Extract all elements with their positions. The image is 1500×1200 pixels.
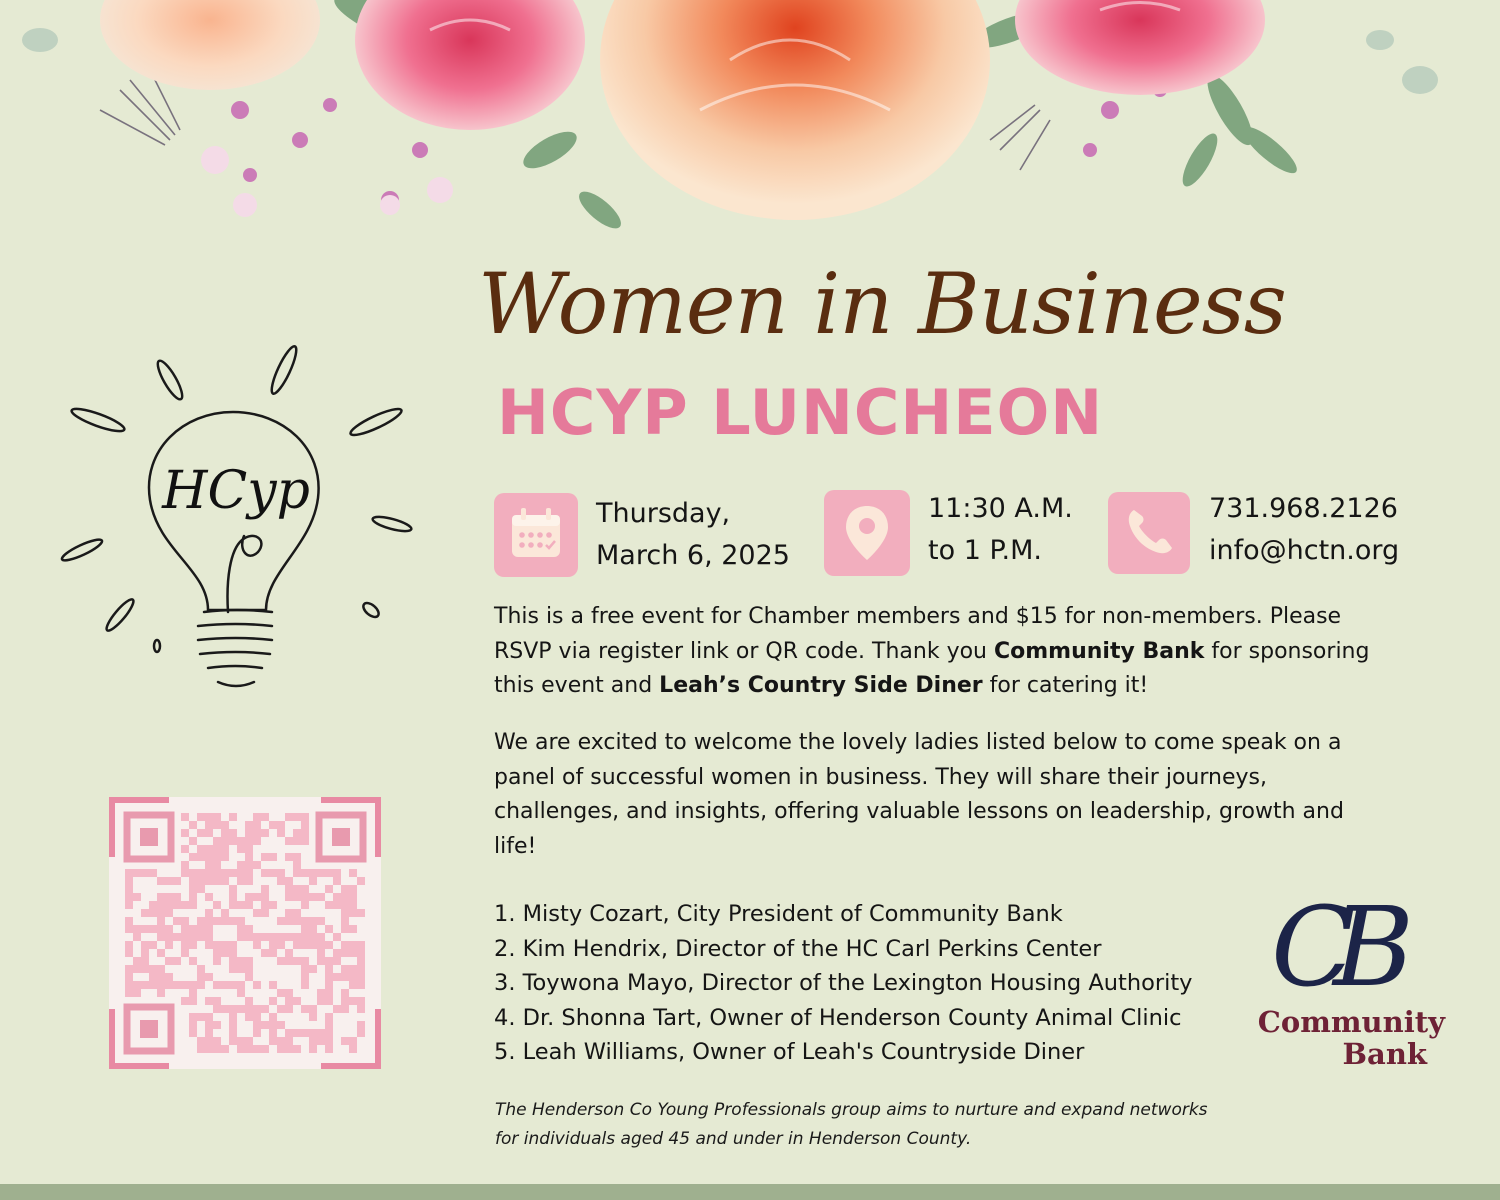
date-day: Thursday, <box>596 498 731 529</box>
bottom-band <box>0 1184 1500 1200</box>
cb-line2: Bank <box>1342 1037 1427 1071</box>
phone-icon <box>1108 492 1190 574</box>
cb-monogram-text: CB <box>1271 885 1392 1000</box>
community-bank-wordmark <box>1255 1006 1445 1070</box>
time-end: to 1 P.M. <box>928 535 1042 566</box>
lightbulb-logo <box>58 340 428 700</box>
community-bank-logo <box>1255 885 1455 1085</box>
intro-paragraph <box>494 600 1374 704</box>
date-info <box>494 493 578 577</box>
footer-note: The Henderson Co Young Professionals group aims to nurture and expand networks for individuals aged 45 and under in Henderson County. <box>495 1100 1208 1149</box>
bulb-label: HCyp <box>162 461 310 521</box>
contact-phone: 731.968.2126 <box>1209 493 1398 524</box>
event-time <box>928 488 1073 572</box>
contact-email: info@hctn.org <box>1209 535 1400 566</box>
floral-header-illustration <box>0 0 1500 260</box>
event-title: HCYP LUNCHEON <box>497 376 1104 449</box>
calendar-icon <box>494 493 578 577</box>
list-item: 4. Dr. Shonna Tart, Owner of Henderson County Animal Clinic <box>494 1004 1182 1031</box>
script-title: Women in Business <box>478 255 1286 353</box>
cb-line1: Community <box>1257 1005 1445 1039</box>
date-full: March 6, 2025 <box>596 540 790 571</box>
contact-info <box>1108 492 1190 574</box>
intro-sponsor: Community Bank <box>994 638 1205 664</box>
intro-text-a: This is a free event for Chamber members and $15 for non-members. Please RSVP via register link or QR code. Thank you <box>494 604 1342 664</box>
list-item: 5. Leah Williams, Owner of Leah's Countryside Diner <box>494 1039 1085 1066</box>
list-item: 3. Toywona Mayo, Director of the Lexington Housing Authority <box>494 970 1193 997</box>
list-item: 1. Misty Cozart, City President of Community Bank <box>494 901 1063 927</box>
qr-code[interactable] <box>109 797 381 1069</box>
panel-paragraph: We are excited to welcome the lovely ladies listed below to come speak on a panel of successful women in business. They will share their journeys, challenges, and insights, offering valuable lessons on leadership, growth and life! <box>494 730 1344 859</box>
location-pin-icon <box>824 490 910 576</box>
intro-text-c: for catering it! <box>982 673 1149 698</box>
intro-caterer: Leah’s Country Side Diner <box>659 673 983 698</box>
speaker-list <box>494 897 1192 1070</box>
time-start: 11:30 A.M. <box>928 493 1073 524</box>
time-location-info <box>824 490 910 576</box>
intro-text-b: for sponsoring this event and <box>494 638 1370 698</box>
list-item: 2. Kim Hendrix, Director of the HC Carl Perkins Center <box>494 935 1102 962</box>
contact-details <box>1209 488 1399 572</box>
event-date <box>596 493 790 577</box>
cb-monogram <box>1267 885 1447 1000</box>
